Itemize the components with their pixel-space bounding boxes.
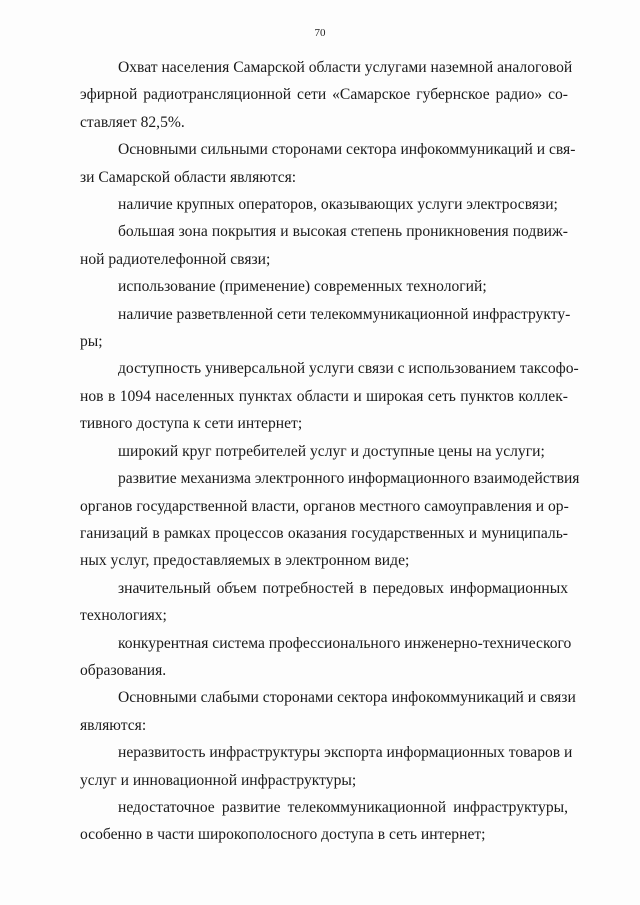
text-line: Охват населения Самарской области услугами наземной аналоговой [118, 59, 573, 76]
document-body [80, 54, 580, 849]
text-line: наличие крупных операторов, оказывающих услуги электросвязи; [118, 196, 558, 214]
text-line: доступность универсальной услуги связи с использованием таксофо- [118, 360, 579, 378]
text-line: особенно в части широкополосного доступа в сеть интернет; [80, 826, 486, 844]
text-line: ры; [80, 333, 103, 351]
page-number: 70 [314, 27, 326, 39]
text-line: Основными сильными сторонами сектора инфокоммуникаций и свя- [118, 141, 576, 159]
paragraph [80, 684, 576, 739]
text-line: нов в 1094 населенных пунктах области и широкая сеть пунктов коллек- [80, 387, 568, 405]
paragraph [80, 355, 579, 437]
text-line: являются: [80, 716, 147, 734]
text-line: неразвитость инфраструктуры экспорта информационных товаров и [118, 744, 573, 762]
paragraph [80, 794, 568, 849]
text-line: значительный объем потребностей в передовых информационных [118, 579, 568, 597]
paragraph [80, 739, 573, 794]
paragraph [80, 465, 580, 575]
text-line: ной радиотелефонной связи; [80, 250, 271, 268]
text-line: ставляет 82,5%. [80, 113, 185, 131]
paragraph [80, 54, 573, 136]
text-line: ных услуг, предоставляемых в электронном виде; [80, 552, 410, 570]
paragraph [80, 575, 568, 630]
paragraph [80, 218, 568, 273]
text-line: большая зона покрытия и высокая степень проникновения подвиж- [118, 223, 568, 241]
text-line: образования. [80, 661, 167, 679]
text-line: технологиях; [80, 607, 167, 625]
paragraph [80, 273, 568, 300]
text-line: органов государственной власти, органов местного самоуправления и ор- [80, 497, 569, 515]
paragraph [80, 191, 568, 218]
text-line: ганизаций в рамках процессов оказания государственных и муниципаль- [80, 524, 568, 542]
text-line: тивного доступа к сети интернет; [80, 415, 303, 433]
text-line: услуг и инновационной инфраструктуры; [80, 771, 357, 789]
text-line: зи Самарской области являются: [80, 168, 297, 186]
text-line: недостаточное развитие телекоммуникационной инфраструктуры, [118, 798, 568, 816]
text-line: использование (применение) современных технологий; [118, 278, 487, 296]
paragraph [80, 301, 571, 356]
text-line: конкурентная система профессионального инженерно-технического [118, 634, 572, 652]
paragraph [80, 438, 568, 465]
text-line: развитие механизма электронного информационного взаимодействия [118, 470, 580, 488]
text-line: наличие разветвленной сети телекоммуникационной инфраструкту- [118, 305, 571, 323]
text-line: эфирной радиотрансляционной сети «Самарское губернское радио» со- [80, 86, 568, 104]
paragraph [80, 630, 572, 685]
text-line: Основными слабыми сторонами сектора инфокоммуникаций и связи [118, 689, 576, 707]
paragraph [80, 136, 576, 191]
text-line: широкий круг потребителей услуг и доступные цены на услуги; [118, 442, 545, 460]
